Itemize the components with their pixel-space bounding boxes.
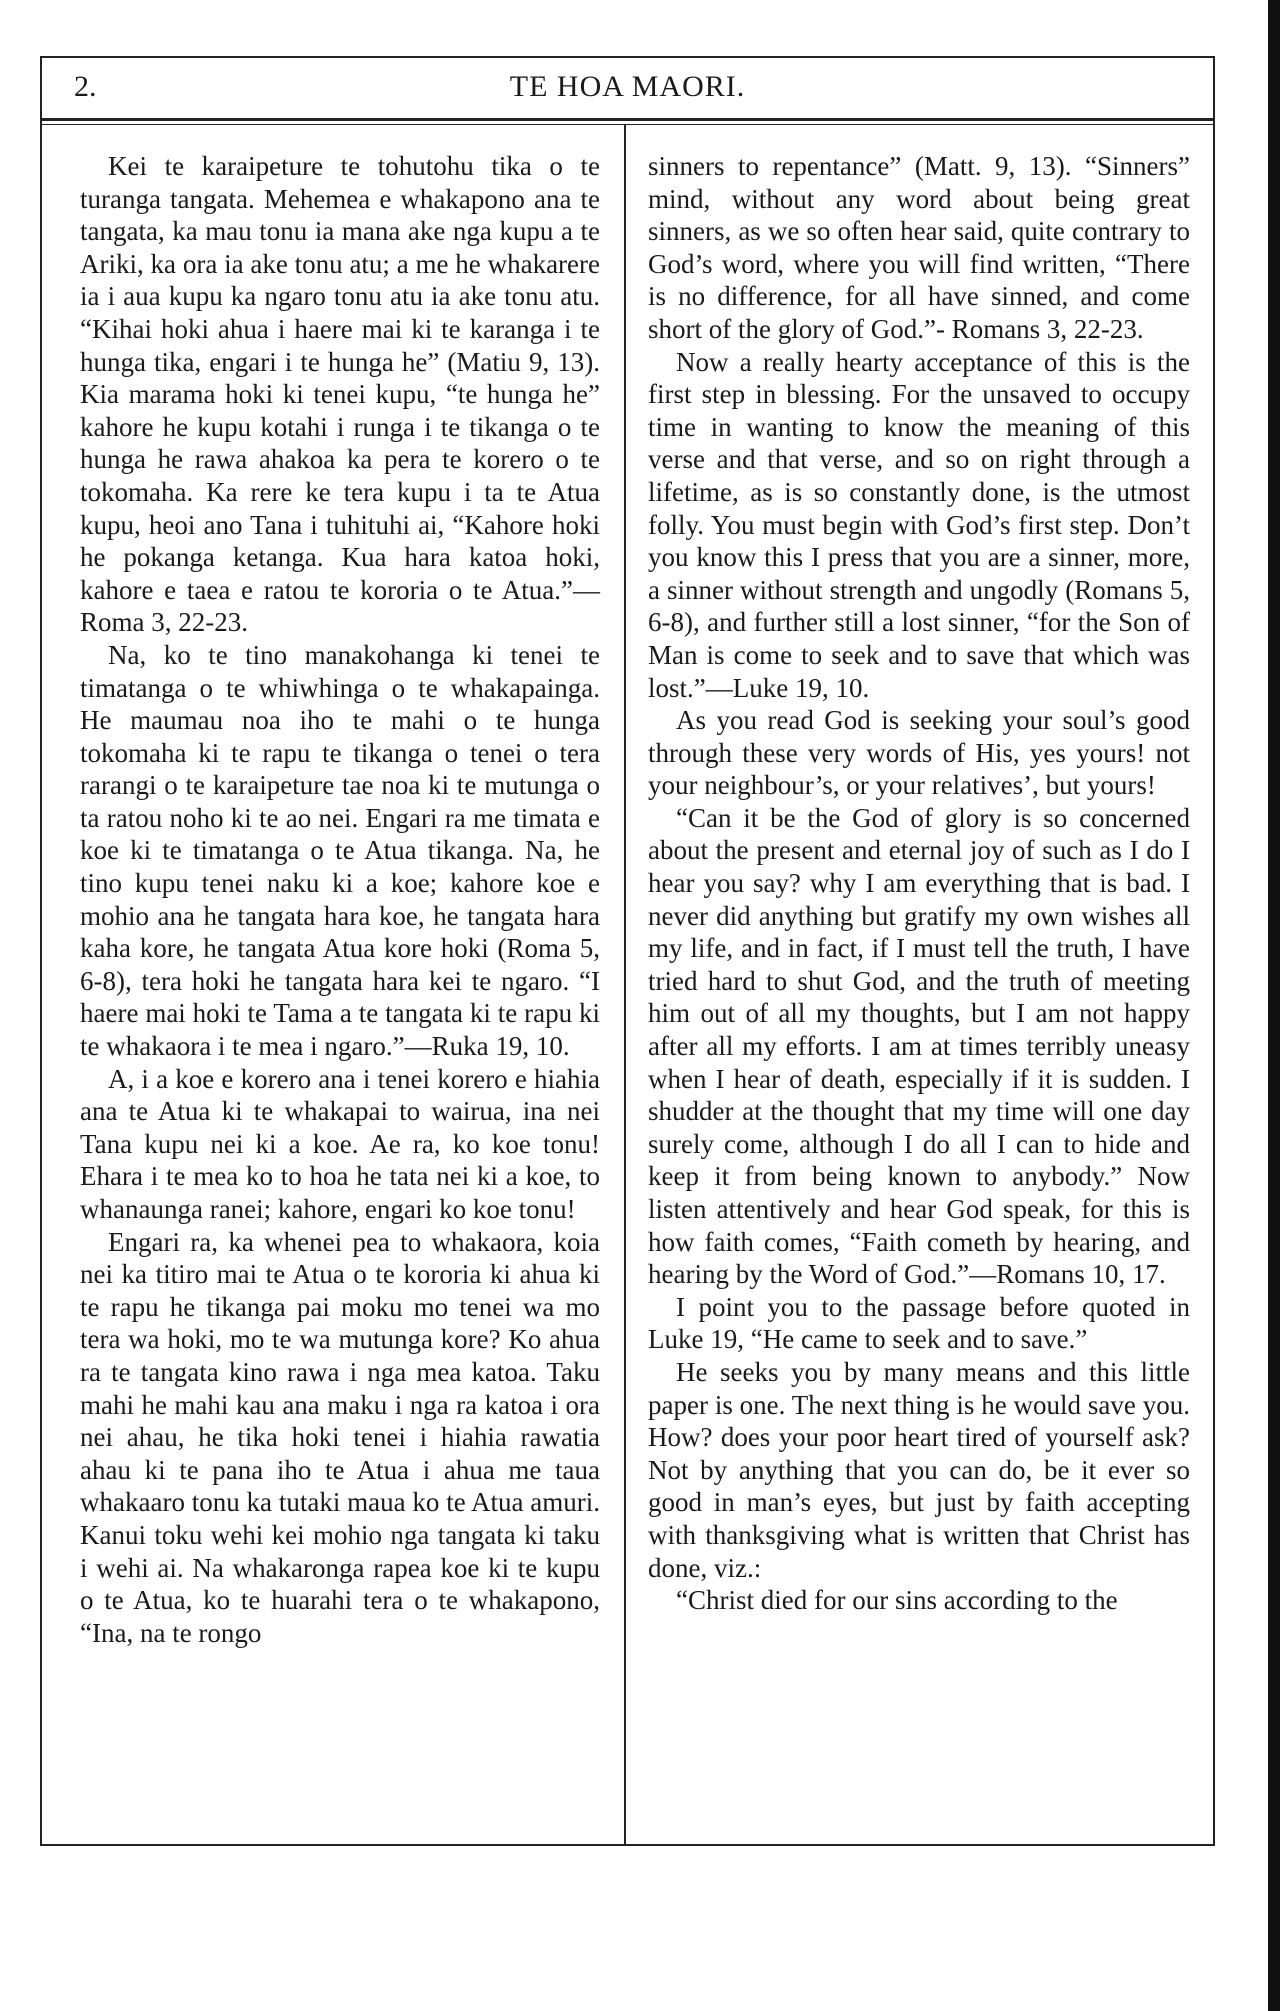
- left-paragraph-4: Engari ra, ka whenei pea to whakaora, koia nei ka titiro mai te Atua o te kororia ki ahua ki te rapu he tikanga pai moku mo tenei wa mo tera wa hoki, mo te wa mutunga kore? Ko ahua ra te tangata kino rawa i nga mea katoa. Taku mahi he mahi kau ana maku i nga ra katoa i ora nei ahau, he tika hoki tenei i hiahia rawatia ahau ki te pana iho te Atua i ahua me taua whakaaro tonu ka tutaki maua ko te Atua amuri. Kanui toku wehi kei mohio nga tangata ki taku i wehi ai. Na whakaronga rapea koe ki te kupu o te Atua, ko te huarahi tera o te whakapono, “Ina, na te rongo: [80, 1226, 600, 1648]
- right-paragraph-5: I point you to the passage before quoted in Luke 19, “He came to seek and to save.”: [648, 1291, 1190, 1355]
- right-column: [648, 150, 1190, 1617]
- left-paragraph-1: Kei te karaipeture te tohutohu tika o te turanga tangata. Mehemea e whakapono ana te tangata, ka mau tonu ia mana ake nga kupu a te Ariki, ka ora ia ake tonu atu; a me he whakarere ia i aua kupu ka ngaro tonu atu ia ake tonu atu. “Kihai hoki ahua i haere mai ki te karanga i te hunga tika, engari i te hunga he” (Matiu 9, 13). Kia marama hoki ki tenei kupu, “te hunga he” kahore he kupu kotahi i runga i te tikanga o te hunga he rawa ahakoa ka pera te korero o te tokomaha. Ka rere ke tera kupu i ta te Atua kupu, heoi ano Tana i tuhituhi ai, “Kahore hoki he pokanga ketanga. Kua hara katoa hoki, kahore e taea e ratou te kororia o te Atua.”—Roma 3, 22-23.: [80, 151, 600, 638]
- running-title: TE HOA MAORI.: [509, 70, 746, 103]
- right-paragraph-6: He seeks you by many means and this little paper is one. The next thing is he would save you. How? does your poor heart tired of yourself ask? Not by anything that you can do, be it ever so good in man’s eyes, but just by faith accepting with thanksgiving what is written that Christ has done, viz.:: [648, 1356, 1190, 1583]
- right-paragraph-1: sinners to repentance” (Matt. 9, 13). “Sinners” mind, without any word about being great sinners, as we so often hear said, quite contrary to God’s word, where you will find written, “There is no difference, for all have sinned, and come short of the glory of God.”- Romans 3, 22-23.: [648, 151, 1190, 344]
- header-rule: [40, 118, 1215, 121]
- column-divider: [624, 124, 626, 1844]
- left-paragraph-2: Na, ko te tino manakohanga ki tenei te timatanga o te whiwhinga o te whakapainga. He maumau noa iho te mahi o te hunga tokomaha ki te rapu te tikanga o tenei o tera rarangi o te karaipeture tae noa ki te mutunga o ta ratou noho ki te ao nei. Engari ra me timata e koe ki te timatanga o te Atua tikanga. Na, he tino kupu tenei naku ki a koe; kahore koe e mohio ana he tangata hara koe, he tangata hara kaha kore, he tangata Atua kore hoki (Roma 5, 6-8), tera hoki he tangata hara kei te ngaro. “I haere mai hoki te Tama a te tangata ki te rapu ki te whakaora i te mea i ngaro.”—Ruka 19, 10.: [80, 639, 600, 1062]
- bottom-rule: [40, 1844, 1215, 1846]
- left-column: [80, 150, 600, 1649]
- right-paragraph-7: “Christ died for our sins according to the: [676, 1585, 1118, 1616]
- top-rule: [40, 56, 1215, 58]
- page-number: 2.: [74, 70, 97, 103]
- right-paragraph-2: Now a really hearty acceptance of this is the first step in blessing. For the unsaved to occupy time in wanting to know the meaning of this verse and that verse, and so on right through a lifetime, as is so constantly done, is the utmost folly. You must begin with God’s first step. Don’t you know this I press that you are a sinner, more, a sinner without strength and ungodly (Romans 5, 6-8), and further still a lost sinner, “for the Son of Man is come to seek and to save that which was lost.”—Luke 19, 10.: [648, 346, 1190, 703]
- left-paragraph-3: A, i a koe e korero ana i tenei korero e hiahia ana te Atua ki te whakapai to wairua, ina nei Tana kupu nei ki a koe. Ae ra, ko koe tonu! Ehara i te mea ko to hoa he tata nei ki a koe, to whanaunga ranei; kahore, engari ko koe tonu!: [80, 1063, 600, 1224]
- right-paragraph-4: “Can it be the God of glory is so concerned about the present and eternal joy of such as I do I hear you say? why I am everything that is bad. I never did anything but gratify my own wishes all my life, and in fact, if I must tell the truth, I have tried hard to shut God, and the truth of meeting him out of all my thoughts, but I am not happy after all my efforts. I am at times terribly uneasy when I hear of death, especially if it is sudden. I shudder at the thought that my time will one day surely come, although I do all I can to hide and keep it from being known to anybody.” Now listen attentively and hear God speak, for this is how faith comes, “Faith cometh by hearing, and hearing by the Word of God.”—Romans 10, 17.: [648, 802, 1190, 1290]
- right-rule: [1213, 56, 1215, 1846]
- right-paragraph-3: As you read God is seeking your soul’s good through these very words of His, yes yours! not your neighbour’s, or your relatives’, but yours!: [648, 705, 1190, 801]
- page-edge: [1268, 0, 1280, 2011]
- left-rule: [40, 56, 42, 1846]
- header-rule-thin: [40, 124, 1215, 125]
- page-frame: [40, 56, 1215, 1846]
